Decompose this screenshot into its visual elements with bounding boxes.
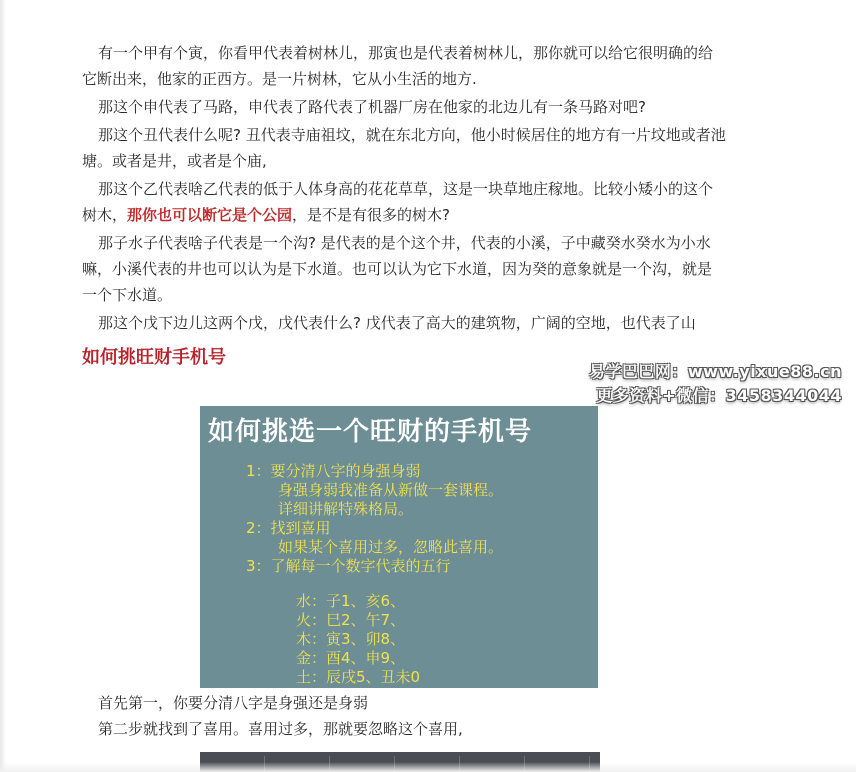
element-earth: 土：辰戌5、丑未0: [296, 668, 421, 686]
article-body: [82, 40, 726, 338]
element-fire: 火：巳2、午7、: [296, 611, 406, 629]
bottom-fade: [0, 762, 856, 772]
slide-element-list: [296, 592, 598, 687]
paragraph-3: 那这个丑代表什么呢? 丑代表寺庙祖坟，就在东北方向，他小时候居住的地方有一片坟地或者池塘。或者是井，或者是个庙,: [82, 126, 726, 170]
page-edge: [0, 0, 6, 772]
element-wood: 木：寅3、卯8、: [296, 630, 406, 648]
slide-steps: [246, 462, 598, 576]
paragraph-4-text-after: ，是不是有很多的树木?: [292, 206, 450, 224]
watermark-line-contact: 更多资料+微信：3458344044: [596, 386, 842, 405]
paragraph-4-text-before: 那这个乙代表啥乙代表的低于人体身高的花花草草，这是一块草地庄稼地。比较小矮小的这个树木，: [82, 180, 714, 224]
paragraph-6: 那这个戊下边儿这两个戊，戊代表什么? 戊代表了高大的建筑物，广阔的空地，也代表了山: [98, 314, 696, 332]
slide-step-line: 3：了解每一个数字代表的五行: [246, 557, 451, 575]
after-line-1: 首先第一，你要分清八字是身强还是身弱: [98, 694, 369, 712]
after-line-2: 第二步就找到了喜用。喜用过多，那就要忽略这个喜用,: [98, 720, 463, 738]
slide-image: [200, 406, 598, 688]
slide-step-line: 1：要分清八字的身强身弱: [246, 462, 421, 480]
after-slide-text: [82, 690, 726, 742]
paragraph-2: 那这个申代表了马路，申代表了路代表了机器厂房在他家的北边儿有一条马路对吧?: [98, 98, 646, 116]
slide-step-line: 详细讲解特殊格局。: [278, 500, 414, 518]
section-heading: 如何挑旺财手机号: [82, 347, 226, 368]
paragraph-4: [82, 176, 726, 228]
paragraph-1: 有一个甲有个寅，你看甲代表着树林儿，那寅也是代表着树林儿，那你就可以给它很明确的给它断出来，他家的正西方。是一片树林，它从小生活的地方.: [82, 44, 714, 88]
slide-title: 如何挑选一个旺财的手机号: [208, 417, 533, 447]
watermark-line-site: 易学巴巴网：www.yixue88.cn: [588, 362, 842, 381]
element-water: 水：子1、亥6、: [296, 592, 406, 610]
slide-step-line: 身强身弱我准备从新做一套课程。: [278, 481, 504, 499]
paragraph-4-highlight: 那你也可以断它是个公园: [127, 206, 293, 224]
slide-step-line: 如果某个喜用过多，忽略此喜用。: [278, 538, 504, 556]
element-metal: 金：酉4、申9、: [296, 649, 406, 667]
slide-step-line: 2：找到喜用: [246, 519, 331, 537]
paragraph-5: 那子水子代表啥子代表是一个沟? 是代表的是个这个井，代表的小溪，子中藏癸水癸水为小水嘛，小溪代表的井也可以认为是下水道。也可以认为它下水道，因为癸的意象就是一个沟，就是一个下水道。: [82, 234, 713, 304]
watermark: [589, 360, 842, 408]
